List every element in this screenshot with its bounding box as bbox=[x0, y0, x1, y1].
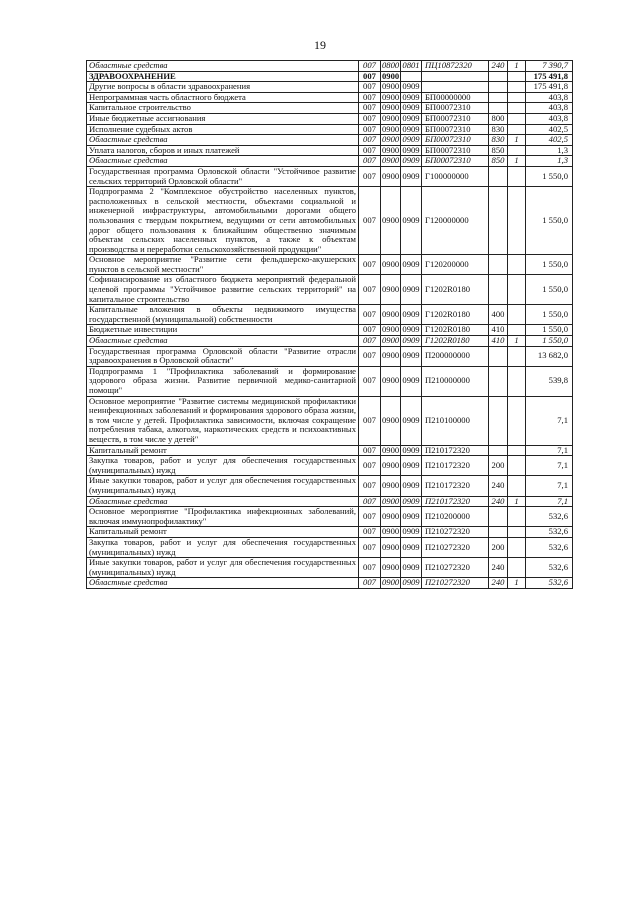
section-code-cell: 0800 bbox=[382, 60, 400, 70]
table-row bbox=[87, 578, 573, 589]
subsection-code-cell: 0909 bbox=[402, 526, 420, 537]
amount-cell: 7,1 bbox=[526, 496, 573, 507]
table-row bbox=[87, 166, 573, 186]
funding-source-code-cell bbox=[508, 187, 526, 255]
table-row bbox=[87, 496, 573, 507]
amount-cell: 7,1 bbox=[526, 396, 573, 445]
grbs-code-cell: 007 bbox=[359, 346, 381, 366]
target-article-code-cell: П210172320 bbox=[422, 476, 489, 496]
expense-type-code-cell: 240 bbox=[489, 558, 508, 578]
expense-type-code-cell bbox=[489, 346, 508, 366]
target-article-code-cell: Г120000000 bbox=[422, 187, 489, 255]
subsection-code-cell: 0909 bbox=[401, 507, 422, 527]
amount-cell: 1,3 bbox=[526, 156, 573, 167]
section-code-cell: 0900 bbox=[382, 577, 400, 588]
funding-source-code-cell bbox=[508, 527, 526, 538]
expense-type-code-cell: 240 bbox=[489, 578, 508, 589]
section-code-cell: 0900 bbox=[381, 396, 401, 445]
item-name-cell: Капитальный ремонт bbox=[87, 445, 359, 456]
table-row bbox=[87, 325, 573, 336]
subsection-code-cell: 0909 bbox=[402, 335, 420, 346]
grbs-code-cell: 007 bbox=[359, 156, 381, 167]
subsection-code-cell: 0909 bbox=[402, 113, 420, 123]
target-article-code-cell: П210172320 bbox=[422, 445, 489, 456]
funding-source-code-cell bbox=[508, 92, 526, 103]
table-row bbox=[87, 456, 573, 476]
funding-source-code-cell bbox=[508, 558, 526, 578]
amount-cell: 402,5 bbox=[526, 135, 573, 146]
table-row bbox=[87, 527, 573, 538]
expense-type-code-cell: 410 bbox=[489, 325, 508, 336]
section-code-cell: 0900 bbox=[381, 275, 401, 305]
section-code-cell: 0900 bbox=[381, 476, 401, 496]
expense-type-code-cell: 240 bbox=[489, 61, 508, 72]
expense-type-code-cell: 410 bbox=[489, 336, 508, 347]
section-code-cell: 0900 bbox=[381, 558, 401, 578]
subsection-code-cell: 0909 bbox=[401, 366, 422, 396]
expense-type-code-cell bbox=[489, 396, 508, 445]
item-name-cell: Другие вопросы в области здравоохранения bbox=[87, 82, 359, 93]
expense-type-code-cell bbox=[489, 187, 508, 255]
table-row bbox=[87, 92, 573, 103]
section-code-cell: 0900 bbox=[381, 166, 401, 186]
funding-source-code-cell: 1 bbox=[508, 336, 526, 347]
subsection-code-cell: 0801 bbox=[402, 60, 420, 70]
amount-cell: 402,5 bbox=[526, 124, 573, 135]
table-row bbox=[87, 366, 573, 396]
grbs-code-cell: 007 bbox=[359, 124, 381, 135]
subsection-code-cell: 0909 bbox=[401, 456, 422, 476]
grbs-code-cell: 007 bbox=[359, 476, 381, 496]
amount-cell: 1 550,0 bbox=[526, 187, 573, 255]
target-article-code-cell: БП00072310 bbox=[422, 103, 489, 114]
subsection-code-cell: 0909 bbox=[402, 102, 420, 113]
expense-type-code-cell: 400 bbox=[489, 305, 508, 325]
funding-source-code-cell: 1 bbox=[508, 496, 526, 507]
target-article-code-cell: ПЦ10872320 bbox=[422, 61, 489, 72]
section-code-cell: 0900 bbox=[382, 155, 400, 166]
funding-source-code-cell bbox=[508, 456, 526, 476]
expense-type-code-cell: 850 bbox=[489, 145, 508, 156]
target-article-code-cell: Г100000000 bbox=[422, 166, 489, 186]
expense-type-code-cell bbox=[489, 82, 508, 93]
amount-cell: 7 390,7 bbox=[526, 61, 573, 72]
table-row bbox=[87, 135, 573, 146]
item-name-cell: Закупка товаров, работ и услуг для обеспечения государственных (муниципальных) нужд bbox=[87, 537, 359, 557]
funding-source-code-cell bbox=[508, 145, 526, 156]
grbs-code-cell: 007 bbox=[359, 456, 381, 476]
item-name-cell: Государственная программа Орловской области "Устойчивое развитие сельских территорий Орловской области" bbox=[87, 166, 359, 186]
target-article-code-cell: П210000000 bbox=[422, 366, 489, 396]
funding-source-code-cell bbox=[508, 537, 526, 557]
expense-type-code-cell: 240 bbox=[489, 476, 508, 496]
subsection-code-cell: 0909 bbox=[402, 81, 420, 92]
funding-source-code-cell bbox=[508, 71, 526, 82]
expense-type-code-cell bbox=[489, 92, 508, 103]
section-code-cell: 0900 bbox=[382, 124, 400, 134]
table-row bbox=[87, 113, 573, 124]
amount-cell: 1 550,0 bbox=[526, 325, 573, 336]
expense-type-code-cell: 200 bbox=[489, 456, 508, 476]
section-code-cell: 0900 bbox=[381, 507, 401, 527]
item-name-cell: Областные средства bbox=[87, 336, 359, 347]
target-article-code-cell: БП00000000 bbox=[422, 92, 489, 103]
item-name-cell: Софинансирование из областного бюджета мероприятий федеральной целевой программы "Устойчивое развитие сельских территорий" на капитальное строительство bbox=[87, 275, 359, 305]
table-row bbox=[87, 103, 573, 114]
section-code-cell: 0900 bbox=[382, 526, 400, 537]
amount-cell: 1 550,0 bbox=[526, 166, 573, 186]
section-code-cell: 0900 bbox=[382, 102, 400, 113]
funding-source-code-cell: 1 bbox=[508, 156, 526, 167]
grbs-code-cell: 007 bbox=[359, 82, 381, 93]
table-row bbox=[87, 558, 573, 578]
grbs-code-cell: 007 bbox=[359, 325, 381, 336]
target-article-code-cell: П200000000 bbox=[422, 346, 489, 366]
funding-source-code-cell bbox=[508, 346, 526, 366]
amount-cell: 532,6 bbox=[526, 507, 573, 527]
item-name-cell: ЗДРАВООХРАНЕНИЕ bbox=[87, 71, 359, 82]
amount-cell: 539,8 bbox=[526, 366, 573, 396]
item-name-cell: Областные средства bbox=[87, 135, 359, 146]
grbs-code-cell: 007 bbox=[359, 113, 381, 124]
amount-cell: 7,1 bbox=[526, 456, 573, 476]
section-code-cell: 0900 bbox=[381, 187, 401, 255]
amount-cell: 1,3 bbox=[526, 145, 573, 156]
funding-source-code-cell: 1 bbox=[508, 578, 526, 589]
item-name-cell: Областные средства bbox=[87, 578, 359, 589]
amount-cell: 1 550,0 bbox=[526, 336, 573, 347]
table-row bbox=[87, 71, 573, 82]
funding-source-code-cell bbox=[508, 113, 526, 124]
subsection-code-cell: 0909 bbox=[401, 476, 422, 496]
target-article-code-cell: П210272320 bbox=[422, 527, 489, 538]
item-name-cell: Областные средства bbox=[87, 496, 359, 507]
subsection-code-cell: 0909 bbox=[402, 324, 420, 335]
expense-type-code-cell: 850 bbox=[489, 156, 508, 167]
budget-table bbox=[86, 60, 573, 589]
grbs-code-cell: 007 bbox=[359, 71, 381, 82]
amount-cell: 532,6 bbox=[526, 527, 573, 538]
grbs-code-cell: 007 bbox=[359, 336, 381, 347]
section-code-cell: 0900 bbox=[382, 71, 400, 81]
grbs-code-cell: 007 bbox=[359, 507, 381, 527]
subsection-code-cell: 0909 bbox=[401, 275, 422, 305]
section-code-cell: 0900 bbox=[382, 81, 400, 92]
section-code-cell: 0900 bbox=[381, 346, 401, 366]
grbs-code-cell: 007 bbox=[359, 61, 381, 72]
target-article-code-cell: П210272320 bbox=[422, 537, 489, 557]
grbs-code-cell: 007 bbox=[359, 166, 381, 186]
expense-type-code-cell bbox=[489, 103, 508, 114]
amount-cell: 1 550,0 bbox=[526, 275, 573, 305]
budget-rows bbox=[87, 61, 573, 589]
amount-cell: 403,8 bbox=[526, 103, 573, 114]
target-article-code-cell: БП00072310 bbox=[422, 135, 489, 146]
funding-source-code-cell bbox=[508, 366, 526, 396]
section-code-cell: 0900 bbox=[382, 134, 400, 145]
funding-source-code-cell bbox=[508, 325, 526, 336]
table-row bbox=[87, 187, 573, 255]
grbs-code-cell: 007 bbox=[359, 537, 381, 557]
target-article-code-cell: БП00072310 bbox=[422, 156, 489, 167]
expense-type-code-cell bbox=[489, 166, 508, 186]
grbs-code-cell: 007 bbox=[359, 445, 381, 456]
table-row bbox=[87, 537, 573, 557]
subsection-code-cell: 0909 bbox=[401, 166, 422, 186]
subsection-code-cell: 0909 bbox=[402, 92, 420, 102]
amount-cell: 175 491,8 bbox=[526, 82, 573, 93]
expense-type-code-cell bbox=[489, 366, 508, 396]
subsection-code-cell: 0909 bbox=[402, 134, 420, 145]
item-name-cell: Капитальные вложения в объекты недвижимого имущества государственной (муниципальной) собственности bbox=[87, 305, 359, 325]
item-name-cell: Иные закупки товаров, работ и услуг для обеспечения государственных (муниципальных) нужд bbox=[87, 476, 359, 496]
item-name-cell: Капитальный ремонт bbox=[87, 527, 359, 538]
grbs-code-cell: 007 bbox=[359, 187, 381, 255]
subsection-code-cell bbox=[401, 71, 422, 82]
item-name-cell: Закупка товаров, работ и услуг для обеспечения государственных (муниципальных) нужд bbox=[87, 456, 359, 476]
funding-source-code-cell bbox=[508, 255, 526, 275]
target-article-code-cell bbox=[422, 71, 489, 82]
funding-source-code-cell bbox=[508, 305, 526, 325]
section-code-cell: 0900 bbox=[382, 445, 400, 455]
table-row bbox=[87, 145, 573, 156]
table-row bbox=[87, 275, 573, 305]
section-code-cell: 0900 bbox=[381, 255, 401, 275]
target-article-code-cell: П210172320 bbox=[422, 456, 489, 476]
table-row bbox=[87, 82, 573, 93]
subsection-code-cell: 0909 bbox=[401, 187, 422, 255]
grbs-code-cell: 007 bbox=[359, 135, 381, 146]
item-name-cell: Государственная программа Орловской области "Развитие отрасли здравоохранения в Орловской области" bbox=[87, 346, 359, 366]
amount-cell: 13 682,0 bbox=[526, 346, 573, 366]
item-name-cell: Областные средства bbox=[87, 156, 359, 167]
amount-cell: 403,8 bbox=[526, 92, 573, 103]
amount-cell: 532,6 bbox=[526, 558, 573, 578]
target-article-code-cell: Г120200000 bbox=[422, 255, 489, 275]
expense-type-code-cell bbox=[489, 527, 508, 538]
grbs-code-cell: 007 bbox=[359, 578, 381, 589]
amount-cell: 532,6 bbox=[526, 578, 573, 589]
funding-source-code-cell: 1 bbox=[508, 61, 526, 72]
table-row bbox=[87, 346, 573, 366]
item-name-cell: Бюджетные инвестиции bbox=[87, 325, 359, 336]
grbs-code-cell: 007 bbox=[359, 103, 381, 114]
subsection-code-cell: 0909 bbox=[401, 305, 422, 325]
funding-source-code-cell bbox=[508, 396, 526, 445]
funding-source-code-cell bbox=[508, 507, 526, 527]
expense-type-code-cell bbox=[489, 255, 508, 275]
item-name-cell: Подпрограмма 1 "Профилактика заболеваний и формирование здорового образа жизни. Развитие первичной медико-санитарной помощи" bbox=[87, 366, 359, 396]
expense-type-code-cell bbox=[489, 445, 508, 456]
section-code-cell: 0900 bbox=[382, 92, 400, 102]
section-code-cell: 0900 bbox=[381, 305, 401, 325]
table-row bbox=[87, 255, 573, 275]
table-row bbox=[87, 156, 573, 167]
subsection-code-cell: 0909 bbox=[402, 155, 420, 166]
table-row bbox=[87, 124, 573, 135]
section-code-cell: 0900 bbox=[382, 113, 400, 123]
expense-type-code-cell bbox=[489, 71, 508, 82]
item-name-cell: Иные закупки товаров, работ и услуг для обеспечения государственных (муниципальных) нужд bbox=[87, 558, 359, 578]
target-article-code-cell: БП00072310 bbox=[422, 124, 489, 135]
grbs-code-cell: 007 bbox=[359, 396, 381, 445]
expense-type-code-cell bbox=[489, 507, 508, 527]
item-name-cell: Основное мероприятие "Развитие сети фельдшерско-акушерских пунктов в сельской местности" bbox=[87, 255, 359, 275]
grbs-code-cell: 007 bbox=[359, 275, 381, 305]
grbs-code-cell: 007 bbox=[359, 92, 381, 103]
expense-type-code-cell bbox=[489, 275, 508, 305]
funding-source-code-cell bbox=[508, 166, 526, 186]
grbs-code-cell: 007 bbox=[359, 255, 381, 275]
section-code-cell: 0900 bbox=[381, 366, 401, 396]
expense-type-code-cell: 800 bbox=[489, 113, 508, 124]
target-article-code-cell: Г1202R0180 bbox=[422, 325, 489, 336]
table-row bbox=[87, 507, 573, 527]
target-article-code-cell: БП00072310 bbox=[422, 113, 489, 124]
target-article-code-cell bbox=[422, 82, 489, 93]
target-article-code-cell: Г1202R0180 bbox=[422, 336, 489, 347]
table-row bbox=[87, 396, 573, 445]
subsection-code-cell: 0909 bbox=[402, 496, 420, 506]
amount-cell: 532,6 bbox=[526, 537, 573, 557]
funding-source-code-cell: 1 bbox=[508, 135, 526, 146]
target-article-code-cell: Г1202R0180 bbox=[422, 275, 489, 305]
grbs-code-cell: 007 bbox=[359, 527, 381, 538]
target-article-code-cell: П210200000 bbox=[422, 507, 489, 527]
item-name-cell: Непрограммная часть областного бюджета bbox=[87, 92, 359, 103]
grbs-code-cell: 007 bbox=[359, 558, 381, 578]
amount-cell: 7,1 bbox=[526, 476, 573, 496]
grbs-code-cell: 007 bbox=[359, 496, 381, 507]
funding-source-code-cell bbox=[508, 82, 526, 93]
table-row bbox=[87, 305, 573, 325]
amount-cell: 7,1 bbox=[526, 445, 573, 456]
item-name-cell: Исполнение судебных актов bbox=[87, 124, 359, 135]
subsection-code-cell: 0909 bbox=[401, 255, 422, 275]
section-code-cell: 0900 bbox=[382, 496, 400, 506]
item-name-cell: Основное мероприятие "Развитие системы медицинской профилактики неинфекционных заболеваний и формирования здорового образа жизни, в том числе у детей. Профилактика зависимости, включая сокращение потребления табака, алкоголя, наркотических средств и психоактивных веществ, в том числе у детей" bbox=[87, 396, 359, 445]
item-name-cell: Подпрограмма 2 "Комплексное обустройство населенных пунктов, расположенных в сельской местности, объектами социальной и инженерной инфраструктуры, автомобильными дорогами общего пользования с твердым покрытием, ведущими от сети автомобильных дорог общего пользования к ближайшим общественно значимым объектам сельских населенных пунктов, а также к объектам производства и переработки сельскохозяйственной продукции" bbox=[87, 187, 359, 255]
amount-cell: 1 550,0 bbox=[526, 255, 573, 275]
expense-type-code-cell: 830 bbox=[489, 124, 508, 135]
page-number: 19 bbox=[314, 38, 326, 52]
item-name-cell: Областные средства bbox=[87, 61, 359, 72]
subsection-code-cell: 0909 bbox=[401, 558, 422, 578]
subsection-code-cell: 0909 bbox=[402, 445, 420, 455]
subsection-code-cell: 0909 bbox=[402, 124, 420, 134]
grbs-code-cell: 007 bbox=[359, 145, 381, 156]
amount-cell: 403,8 bbox=[526, 113, 573, 124]
grbs-code-cell: 007 bbox=[359, 366, 381, 396]
section-code-cell: 0900 bbox=[381, 537, 401, 557]
section-code-cell: 0900 bbox=[382, 324, 400, 335]
table-row bbox=[87, 476, 573, 496]
expense-type-code-cell: 830 bbox=[489, 135, 508, 146]
item-name-cell: Уплата налогов, сборов и иных платежей bbox=[87, 145, 359, 156]
item-name-cell: Основное мероприятие "Профилактика инфекционных заболеваний, включая иммунопрофилактику" bbox=[87, 507, 359, 527]
table-row bbox=[87, 61, 573, 72]
funding-source-code-cell bbox=[508, 445, 526, 456]
target-article-code-cell: П210272320 bbox=[422, 578, 489, 589]
target-article-code-cell: Г1202R0180 bbox=[422, 305, 489, 325]
amount-cell: 1 550,0 bbox=[526, 305, 573, 325]
section-code-cell: 0900 bbox=[382, 335, 400, 346]
funding-source-code-cell bbox=[508, 476, 526, 496]
item-name-cell: Капитальное строительство bbox=[87, 103, 359, 114]
section-code-cell: 0900 bbox=[381, 456, 401, 476]
section-code-cell: 0900 bbox=[382, 145, 400, 155]
amount-cell: 175 491,8 bbox=[526, 71, 573, 82]
target-article-code-cell: П210272320 bbox=[422, 558, 489, 578]
target-article-code-cell: П210100000 bbox=[422, 396, 489, 445]
subsection-code-cell: 0909 bbox=[401, 346, 422, 366]
grbs-code-cell: 007 bbox=[359, 305, 381, 325]
table-row bbox=[87, 336, 573, 347]
subsection-code-cell: 0909 bbox=[402, 577, 420, 588]
subsection-code-cell: 0909 bbox=[402, 145, 420, 155]
expense-type-code-cell: 240 bbox=[489, 496, 508, 507]
subsection-code-cell: 0909 bbox=[401, 396, 422, 445]
target-article-code-cell: БП00072310 bbox=[422, 145, 489, 156]
target-article-code-cell: П210172320 bbox=[422, 496, 489, 507]
subsection-code-cell: 0909 bbox=[401, 537, 422, 557]
expense-type-code-cell: 200 bbox=[489, 537, 508, 557]
funding-source-code-cell bbox=[508, 124, 526, 135]
funding-source-code-cell bbox=[508, 275, 526, 305]
item-name-cell: Иные бюджетные ассигнования bbox=[87, 113, 359, 124]
funding-source-code-cell bbox=[508, 103, 526, 114]
table-row bbox=[87, 445, 573, 456]
